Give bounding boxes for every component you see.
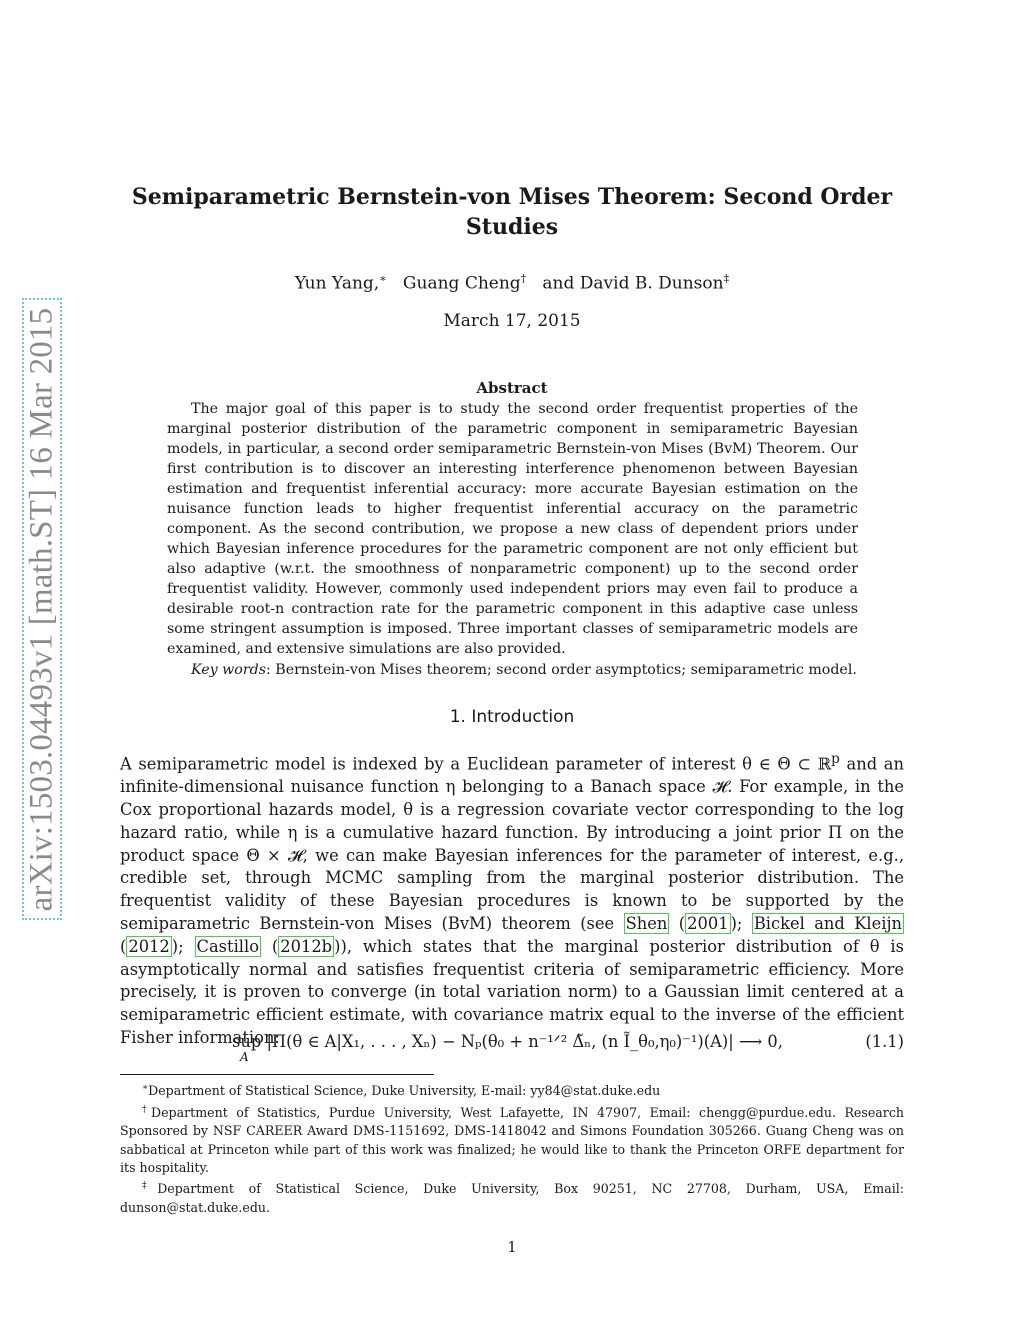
intro-text: p <box>831 751 840 767</box>
section-heading: 1. Introduction <box>449 707 575 727</box>
footnote <box>120 1079 904 1101</box>
footnote-text: Department of Statistical Science, Duke University, Box 90251, NC 27708, Durham, USA, Email: dunson@stat.duke.edu. <box>120 1181 905 1215</box>
equation-1-1 <box>120 1028 904 1072</box>
keywords <box>167 660 858 680</box>
footnote-mark: † <box>142 1104 151 1115</box>
paper-title: Semiparametric Bernstein-von Mises Theorem: Second Order Studies <box>131 184 893 240</box>
paper-date: March 17, 2015 <box>443 311 581 331</box>
introduction-paragraph: A semiparametric model is indexed by a Euclidean parameter of interest θ ∈ Θ ⊂ ℝ$^p$ and an infinite-dimensional nuisance function η belonging to a Banach space 𝓗. For example, in the Cox proportional hazards model, θ is a regression covariate vector corresponding to the log hazard ratio, while η is a cumulative hazard function. By introducing a joint prior Π on the product space Θ × 𝓗, we can make Bayesian inferences for the parameter of interest, e.g., credible set, through MCMC sampling from the marginal posterior distribution. The frequentist validity of these Bayesian procedures is known to be supported by the semiparametric Bernstein-von Mises (BvM) theorem (see Shen ( 2001 ); Bickel and Kleijn ( 2012 ); Castillo ( 2012b )), which states that the marginal posterior distribution of θ is asymptotically normal and satisfies frequentist criteria of semiparametric efficiency. More precisely, it is proven to converge (in total variation norm) to a Gaussian limit centered at a semiparametric efficient estimate, with covariance matrix equal to the inverse of the efficient Fisher information: <box>120 751 904 1047</box>
abstract-heading: Abstract <box>476 379 548 397</box>
citation-link[interactable]: Bickel and Kleijn <box>753 914 902 933</box>
author-name: Yun Yang, <box>294 273 380 294</box>
footnote <box>120 1101 904 1178</box>
equation-number: (1.1) <box>865 1032 904 1051</box>
equation-body: sup |Π(θ ∈ A|X₁, . . . , Xₙ) − Nₚ(θ₀ + n⁻¹ᐟ² Δ̃ₙ, (n Ĩ_θ₀,η₀)⁻¹)(A)| ⟶ 0, <box>232 1032 783 1051</box>
abstract-body: The major goal of this paper is to study the second order frequentist properties of the marginal posterior distribution of the parametric component in semiparametric Bayesian models, in particular, a second order semiparametric Bernstein-von Mises (BvM) Theorem. Our first contribution is to discover an interesting interference phenomenon between Bayesian estimation and frequentist inferential accuracy: more accurate Bayesian estimation on the nuisance function leads to higher frequentist inferential accuracy on the parametric component. As the second contribution, we propose a new class of dependent priors under which Bayesian inference procedures for the parametric component are not only efficient but also adaptive (w.r.t. the smoothness of nonparametric component) up to the second order frequentist validity. However, commonly used independent priors may even fail to produce a desirable root-n contraction rate for the parametric component in this adaptive case unless some stringent assumption is imposed. Three important classes of semiparametric models are examined, and extensive simulations are also provided. <box>167 401 858 657</box>
author-mark: ∗ <box>379 272 387 285</box>
equation-subscript: A <box>240 1050 249 1064</box>
arxiv-stamp <box>22 298 62 920</box>
intro-text: and an infinite-dimensional nuisance function η belonging to a Banach space 𝓗. For example, in the Cox proportional hazards model, θ is a regression covariate vector corresponding to the log hazard ratio, while η is a cumulative hazard function. By introducing a joint prior Π on the product space Θ × 𝓗, we can make Bayesian inferences for the parameter of interest, e.g., credible set, through MCMC sampling from the marginal posterior distribution. The frequentist validity of these Bayesian procedures is known to be supported by the semiparametric Bernstein-von Mises (BvM) theorem (see <box>120 754 904 933</box>
footnote-mark: ‡ <box>142 1181 158 1192</box>
keywords-text: : Bernstein-von Mises theorem; second order asymptotics; semiparametric model. <box>265 662 857 678</box>
citation-year-link[interactable]: 2012b <box>280 936 333 956</box>
citation-year-link[interactable]: 2001 <box>687 914 729 933</box>
footnote-text: Department of Statistical Science, Duke University, E-mail: yy84@stat.duke.edu <box>148 1083 661 1099</box>
citation-year-link[interactable]: 2012 <box>128 936 170 956</box>
page-number: 1 <box>507 1238 517 1256</box>
author-mark: ‡ <box>723 272 730 285</box>
footnote-mark: ∗ <box>142 1083 149 1093</box>
footnotes <box>120 1079 904 1217</box>
citation-link[interactable]: Shen <box>625 914 668 933</box>
intro-text: A semiparametric model is indexed by a Euclidean parameter of interest θ ∈ Θ ⊂ ℝ <box>120 754 832 774</box>
footnote-rule <box>120 1074 434 1075</box>
author-name: Guang Cheng <box>402 273 521 294</box>
citation-link[interactable]: Castillo <box>196 936 260 956</box>
author-mark: † <box>520 272 527 285</box>
footnote-text: Department of Statistics, Purdue University, West Lafayette, IN 47907, Email: chengg@purdue.edu. Research Sponsored by NSF CAREER Award DMS-1151692, DMS-1418042 and Simons Foundation 305266. Guang Cheng was on sabbatical at Princeton while part of this work was finalized; he would like to thank the Princeton ORFE department for its hospitality. <box>120 1104 904 1175</box>
author-name: and David B. Dunson <box>542 273 724 294</box>
arxiv-id: arXiv:1503.04493v1 [math.ST] 16 Mar 2015 <box>23 307 60 911</box>
intro-text: )), which states that the marginal posterior distribution of θ is asymptotically normal and satisfies frequentist criteria of semiparametric efficiency. More precisely, it is proven to converge (in total variation norm) to a Gaussian limit centered at a semiparametric efficient estimate, with covariance matrix equal to the inverse of the efficient Fisher information: <box>120 936 904 1047</box>
keywords-label: Key words <box>191 662 266 678</box>
footnote <box>120 1177 904 1217</box>
author-list <box>120 268 904 295</box>
